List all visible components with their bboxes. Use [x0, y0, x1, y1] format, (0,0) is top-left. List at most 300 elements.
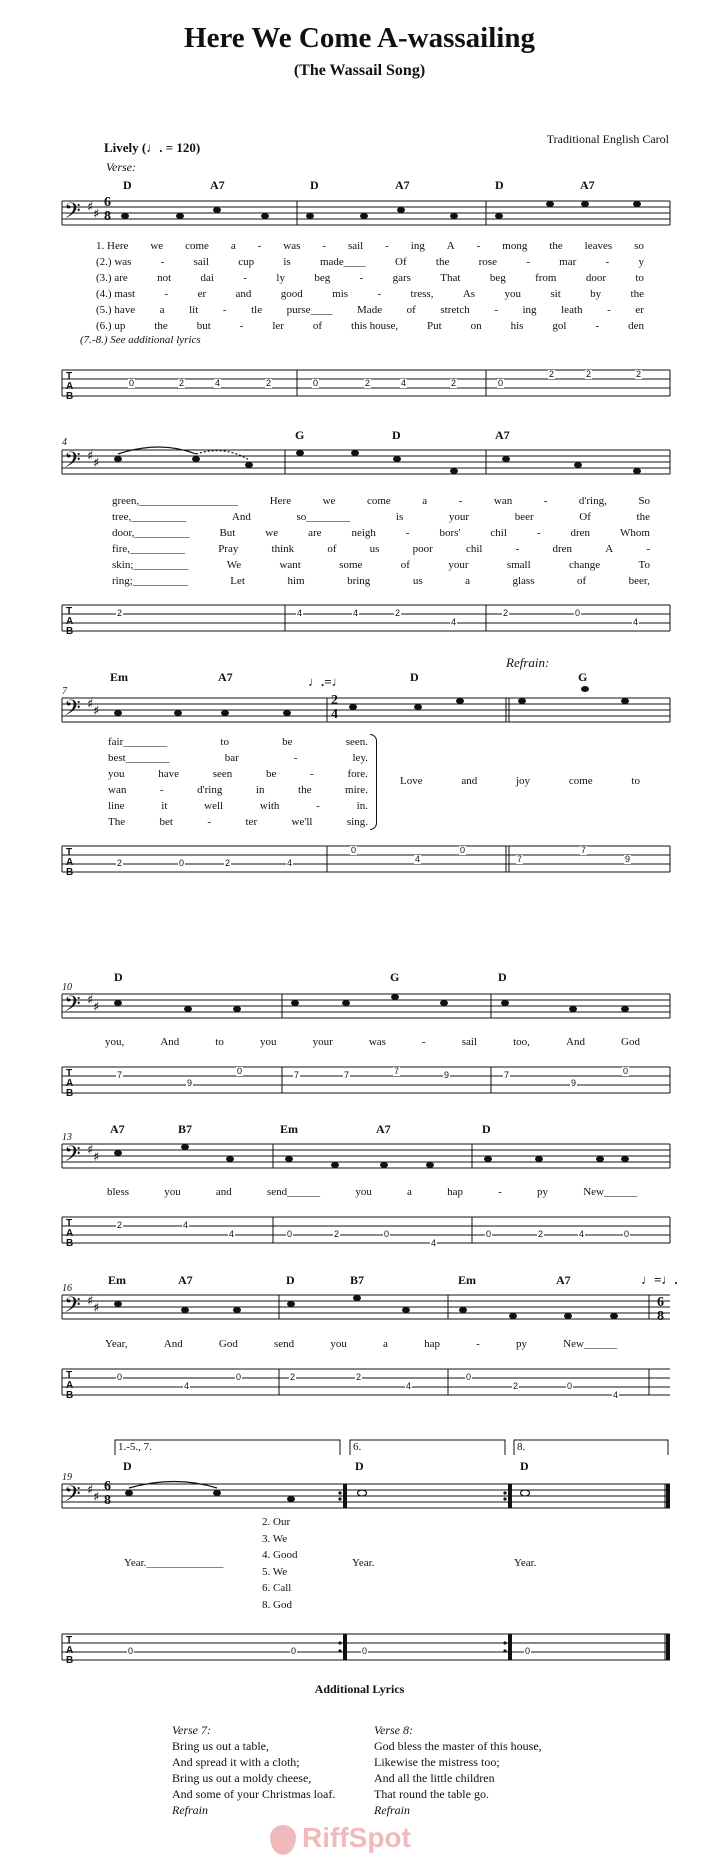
lyric-syllable: - [359, 272, 364, 284]
lyric-syllable: - [160, 256, 165, 268]
tab-fret-number: 4 [215, 377, 221, 388]
chord-symbol: G [295, 428, 305, 442]
lyric-syllable: beg [489, 272, 506, 284]
lyric-syllable: er [635, 304, 644, 316]
chord-symbol: A7 [218, 670, 233, 684]
lyric-syllable: - [316, 800, 320, 812]
svg-text:♯: ♯ [93, 704, 100, 719]
verse-7-block [172, 1722, 335, 1818]
final-lyric: Year.______________ [124, 1557, 224, 1569]
lyric-row [112, 541, 650, 557]
measure-number: 7 [62, 686, 67, 697]
tab-fret-number: 2 [365, 377, 371, 388]
composer: Traditional English Carol [546, 132, 669, 146]
lyric-syllable: bar [224, 752, 239, 764]
verse-7-label: Verse 7: [172, 1723, 211, 1737]
svg-text:♯: ♯ [93, 1000, 100, 1015]
lyric-syllable: a [465, 575, 470, 587]
tab-fret-number: 2 [636, 368, 642, 379]
pickup-lyrics [262, 1514, 297, 1613]
lyric-syllable: poor [412, 543, 433, 555]
lyric-syllable: - [605, 256, 610, 268]
lyric-syllable: come [366, 495, 391, 507]
svg-text:T: T [66, 606, 73, 617]
chord-symbol: A7 [580, 178, 595, 192]
tab-fret-number: 2 [513, 1381, 519, 1391]
lyric-syllable: of [312, 320, 323, 332]
chord-symbol: D [410, 670, 419, 684]
lyric-syllable: sail [347, 240, 364, 252]
lyric-syllable: dren [570, 527, 591, 539]
lyric-syllable: in [255, 784, 265, 796]
tab-fret-number: 2 [503, 608, 509, 618]
lyric-syllable: door,__________ [112, 527, 190, 539]
lyric-syllable: - [322, 240, 326, 252]
lyric-syllable: good [280, 288, 303, 300]
lyric-syllable: tree,__________ [112, 511, 187, 523]
lyric-syllable: not [157, 272, 172, 284]
lyric-syllable: - [458, 495, 463, 507]
tab-fret-number: 0 [287, 1229, 293, 1239]
lyric-syllable: come [568, 775, 593, 787]
system-3-lyrics [108, 734, 368, 830]
lyric-line: Bring us out a moldy cheese, [172, 1771, 312, 1785]
lyric-syllable: of [327, 543, 337, 555]
svg-text:T: T [66, 1635, 73, 1646]
lyric-syllable: hap [424, 1338, 440, 1350]
lyric-syllable: leaves [584, 240, 613, 252]
lyric-syllable: A [605, 543, 614, 555]
chord-symbol: G [390, 970, 400, 984]
lyric-syllable: - [476, 240, 481, 252]
lyric-syllable: your [448, 559, 469, 571]
lyric-syllable: with [259, 800, 280, 812]
svg-text:𝄢: 𝄢 [64, 992, 81, 1022]
chord-symbol: A7 [376, 1122, 391, 1136]
lyric-syllable: we [322, 495, 336, 507]
tab-fret-number: 0 [498, 377, 504, 388]
lyric-syllable: y [638, 256, 644, 268]
tab-fret-number: 0 [384, 1229, 390, 1239]
lyric-syllable: on [470, 320, 482, 332]
lyric-syllable: change [569, 559, 601, 571]
time-signature: 6 8 [104, 195, 111, 224]
measure-number: 4 [62, 437, 67, 448]
tempo-marking: Lively (♩. = 120) [104, 140, 201, 155]
lyric-syllable: and [215, 1186, 232, 1198]
lyric-syllable: tle [251, 304, 263, 316]
svg-text:T: T [66, 1068, 73, 1079]
lyric-syllable: - [498, 1186, 502, 1198]
lyric-syllable: skin;__________ [112, 559, 189, 571]
lyric-syllable: too, [513, 1036, 530, 1048]
measure-number: 13 [62, 1132, 72, 1143]
verse-8-block [374, 1722, 542, 1818]
tab-fret-number: 4 [451, 617, 457, 627]
lyric-syllable: dren [552, 543, 573, 555]
svg-text:B: B [66, 1238, 74, 1249]
lyric-syllable: - [293, 752, 298, 764]
lyric-syllable: The [108, 816, 126, 828]
tab-fret-number: 2 [549, 368, 555, 379]
lyric-syllable: to [215, 1036, 224, 1048]
lyric-syllable: send______ [266, 1186, 321, 1198]
lyric-syllable: think [271, 543, 295, 555]
lyric-syllable: a [230, 240, 236, 252]
lyric-syllable: beg [314, 272, 331, 284]
lyric-syllable: - [239, 320, 244, 332]
lyric-syllable: be [282, 736, 293, 748]
measure-number: 10 [62, 982, 72, 993]
lyric-syllable: to [631, 775, 640, 787]
lyric-row [108, 782, 368, 798]
lyric-syllable: mire. [345, 784, 368, 796]
tab-fret-number: 4 [184, 1381, 190, 1391]
lyric-syllable: bet [159, 816, 173, 828]
lyric-syllable: we [265, 527, 279, 539]
lyric-syllable: sail [461, 1036, 478, 1048]
lyric-syllable: send [274, 1338, 295, 1350]
chord-symbol: A7 [178, 1273, 193, 1287]
lyric-syllable: the [630, 288, 644, 300]
lyric-syllable: cup [238, 256, 255, 268]
lyric-syllable: That [440, 272, 461, 284]
measure-number: 16 [62, 1283, 72, 1294]
tab-fret-number: 0 [129, 377, 135, 388]
lyric-syllable: Of [579, 511, 591, 523]
tab-fret-number: 0 [313, 377, 319, 388]
lyric-row [108, 814, 368, 830]
lyric-syllable: gars [392, 272, 411, 284]
lyric-syllable: - [222, 304, 227, 316]
lyric-syllable: d'ring [197, 784, 223, 796]
lyric-syllable: And [231, 511, 251, 523]
lyric-syllable: beer, [628, 575, 650, 587]
lyric-syllable: a [159, 304, 165, 316]
svg-text:B: B [66, 1088, 74, 1099]
refrain-ref: Refrain [172, 1803, 208, 1817]
lyric-syllable: your [312, 1036, 333, 1048]
svg-text:𝄢: 𝄢 [64, 199, 81, 229]
final-lyric: Year. [514, 1557, 537, 1569]
system-5-lyrics [107, 1186, 637, 1198]
lyric-syllable: your [448, 511, 470, 523]
tab-fret-number: 0 [525, 1646, 531, 1656]
chord-symbol: B7 [178, 1122, 193, 1136]
lyric-syllable: A [446, 240, 455, 252]
lyric-syllable: (4.) mast [96, 288, 136, 300]
ending-1: 1.-5., 7. [118, 1441, 152, 1453]
lyric-syllable: leath [561, 304, 583, 316]
tab-fret-number: 7 [117, 1070, 123, 1080]
system-2-lyrics [112, 493, 650, 589]
ending-2: 6. [353, 1441, 362, 1453]
lyric-syllable: Whom [619, 527, 650, 539]
svg-text:T: T [66, 847, 73, 858]
lyric-syllable: - [494, 304, 498, 316]
lyric-row [96, 238, 644, 254]
lyric-syllable: of [576, 575, 587, 587]
refrain-ref: Refrain [374, 1803, 410, 1817]
tab-fret-number: 4 [401, 377, 407, 388]
lyric-syllable: Made [357, 304, 383, 316]
tab-fret-number: 2 [586, 368, 592, 379]
lyric-row [108, 766, 368, 782]
lyric-syllable: - [164, 288, 169, 300]
lyric-syllable: we [150, 240, 164, 252]
lyric-syllable: sail [193, 256, 209, 268]
chord-symbol: A7 [495, 428, 510, 442]
svg-text:B: B [66, 391, 74, 402]
lyric-syllable: - [595, 320, 600, 332]
system-1-lyrics [96, 238, 644, 334]
lyric-syllable: - [243, 272, 248, 284]
lyric-syllable: - [310, 768, 314, 780]
lyric-syllable: stretch [440, 304, 470, 316]
lyric-syllable: - [159, 784, 164, 796]
chord-symbol: D [355, 1459, 364, 1473]
lyric-syllable: this house, [351, 320, 399, 332]
lyric-row [112, 525, 650, 541]
lyric-syllable: of [400, 559, 410, 571]
lyric-syllable: fair________ [108, 736, 168, 748]
lyric-row [112, 557, 650, 573]
lyric-syllable: mong [502, 240, 528, 252]
lyric-syllable: er [197, 288, 207, 300]
lyric-row [112, 509, 650, 525]
lyric-row [96, 318, 644, 334]
pickup-lyric: 8. God [262, 1598, 292, 1611]
chord-symbol: A7 [395, 178, 410, 192]
refrain-label: Refrain: [506, 655, 550, 670]
lyric-syllable: New______ [583, 1186, 637, 1198]
lyric-syllable: - [646, 543, 650, 555]
tab-fret-number: 4 [406, 1381, 412, 1391]
tab-fret-number: 2 [356, 1372, 362, 1382]
lyric-syllable: d'ring, [578, 495, 607, 507]
lyric-syllable: Here [269, 495, 292, 507]
tab-fret-number: 2 [117, 858, 123, 868]
lyric-syllable: green,__________________ [112, 495, 239, 507]
lyric-syllable: Pray [218, 543, 239, 555]
chord-symbol: D [520, 1459, 529, 1473]
tab-fret-number: 7 [581, 844, 587, 855]
lyric-syllable: neigh [351, 527, 376, 539]
tab-fret-number: 4 [229, 1229, 235, 1239]
tab-fret-number: 0 [466, 1372, 472, 1382]
tab-fret-number: 9 [187, 1078, 193, 1089]
tab-fret-number: 2 [334, 1229, 340, 1239]
tab-fret-number: 9 [444, 1070, 450, 1080]
lyric-syllable: of [406, 304, 416, 316]
lyric-syllable: Year, [105, 1338, 128, 1350]
lyric-syllable: you [330, 1338, 347, 1350]
lyric-syllable: bors' [439, 527, 461, 539]
lyric-syllable: and [461, 775, 478, 787]
tab-fret-number: 2 [117, 608, 123, 618]
chord-symbol: D [114, 970, 123, 984]
lyric-syllable: And [160, 1036, 180, 1048]
svg-text:♯: ♯ [93, 207, 100, 222]
lyric-syllable: Love [400, 775, 423, 787]
lyric-row [96, 270, 644, 286]
lyric-syllable: it [161, 800, 168, 812]
lyric-syllable: you [164, 1186, 181, 1198]
lyric-syllable: us [412, 575, 423, 587]
svg-text:♯: ♯ [87, 449, 94, 464]
tab-fret-number: 0 [362, 1646, 368, 1656]
lyric-syllable: sing. [346, 816, 368, 828]
lyric-syllable: fire,__________ [112, 543, 186, 555]
see-additional-lyrics-note: (7.-8.) See additional lyrics [80, 334, 201, 346]
lyric-syllable: ley. [352, 752, 368, 764]
lyric-syllable: - [405, 527, 410, 539]
tab-fret-number: 0 [624, 1229, 630, 1239]
chord-symbol: D [495, 178, 504, 192]
lyric-syllable: hap [447, 1186, 463, 1198]
svg-text:T: T [66, 1370, 73, 1381]
lyric-line: And all the little children [374, 1771, 495, 1785]
lyric-syllable: We [226, 559, 242, 571]
lyric-syllable: small [506, 559, 531, 571]
tab-fret-number: 0 [567, 1381, 573, 1391]
time-signature: 2 4 [331, 693, 338, 722]
tab-fret-number: 0 [291, 1646, 297, 1656]
lyric-syllable: chil [490, 527, 507, 539]
lyric-syllable: a [407, 1186, 412, 1198]
verse-brace [370, 734, 377, 830]
tab-fret-number: 0 [128, 1646, 134, 1656]
tab-fret-number: 2 [395, 608, 401, 618]
lyric-syllable: 1. Here [96, 240, 129, 252]
lyric-syllable: Of [395, 256, 407, 268]
svg-text:B: B [66, 867, 74, 878]
svg-text:𝄢: 𝄢 [64, 448, 81, 478]
lyric-syllable: New______ [563, 1338, 617, 1350]
lyric-syllable: the [298, 784, 312, 796]
tab-fret-number: 4 [579, 1229, 585, 1239]
svg-text:♯: ♯ [93, 1150, 100, 1165]
svg-text:♯: ♯ [93, 1490, 100, 1505]
final-lyric: Year. [352, 1557, 375, 1569]
chord-symbol: D [123, 1459, 132, 1473]
lyric-syllable: us [369, 543, 380, 555]
chord-symbol: A7 [556, 1273, 571, 1287]
lyric-syllable: from [535, 272, 557, 284]
tab-fret-number: 0 [117, 1372, 123, 1382]
lyric-syllable: Put [427, 320, 442, 332]
lyric-syllable: was [368, 1036, 386, 1048]
lyric-syllable: rose [478, 256, 497, 268]
lyric-syllable: sit [550, 288, 561, 300]
time-signature: 6 8 [657, 1295, 664, 1324]
verse-label: Verse: [106, 160, 136, 174]
lyric-syllable: well [204, 800, 224, 812]
lyric-syllable: purse____ [286, 304, 333, 316]
tab-fret-number: 0 [236, 1372, 242, 1382]
lyric-syllable: py [516, 1338, 527, 1350]
lyric-syllable: a [383, 1338, 388, 1350]
lyric-syllable: so________ [296, 511, 351, 523]
svg-text:♯: ♯ [87, 697, 94, 712]
lyric-syllable: tress, [410, 288, 434, 300]
lyric-syllable: And [163, 1338, 183, 1350]
lyric-syllable: beer [514, 511, 534, 523]
svg-text:B: B [66, 626, 74, 637]
ending-3: 8. [517, 1441, 526, 1453]
lyric-syllable: God [218, 1338, 238, 1350]
tab-fret-number: 0 [237, 1065, 243, 1076]
riffspot-logo: RiffSpot [270, 1822, 411, 1855]
svg-text:A: A [66, 1078, 74, 1089]
svg-text:♯: ♯ [87, 1294, 94, 1309]
lyric-syllable: the [154, 320, 168, 332]
lyric-syllable: ter [245, 816, 258, 828]
tab-fret-number: 7 [394, 1065, 400, 1076]
chord-symbol: D [482, 1122, 491, 1136]
lyric-syllable: - [476, 1338, 480, 1350]
chord-symbol: Em [458, 1273, 476, 1287]
lyric-syllable: is [283, 256, 291, 268]
song-title: Here We Come A-wassailing [184, 22, 535, 54]
pickup-lyric: 5. We [262, 1565, 288, 1578]
lyric-syllable: joy [516, 775, 531, 787]
lyric-syllable: to [635, 272, 644, 284]
tab-fret-number: 4 [431, 1238, 437, 1248]
pickup-lyric: 4. Good [262, 1549, 298, 1561]
lyric-syllable: seen [212, 768, 233, 780]
svg-text:B: B [66, 1655, 74, 1666]
lyric-syllable: dai [200, 272, 214, 284]
lyric-row [108, 734, 368, 750]
tab-fret-number: 2 [225, 858, 231, 868]
lyric-syllable: bless [107, 1186, 129, 1198]
tab-fret-number: 7 [504, 1070, 510, 1080]
lyric-syllable: by [590, 288, 602, 300]
lyric-syllable: wan [108, 784, 127, 796]
chord-symbol: Em [280, 1122, 298, 1136]
tab-fret-number: 0 [351, 844, 357, 855]
tab-fret-number: 2 [179, 377, 185, 388]
lyric-syllable: ly [276, 272, 285, 284]
lyric-syllable: want [279, 559, 301, 571]
tab-fret-number: 4 [415, 853, 421, 864]
lyric-row [96, 302, 644, 318]
tab-fret-number: 0 [179, 858, 185, 868]
lyric-syllable: And [566, 1036, 585, 1048]
lyric-syllable: - [377, 288, 382, 300]
lyric-syllable: be [265, 768, 277, 780]
svg-text:♯: ♯ [87, 993, 94, 1008]
tab-fret-number: 9 [571, 1078, 577, 1089]
pickup-lyric: 6. Call [262, 1582, 292, 1594]
additional-lyrics-heading: Additional Lyrics [314, 1682, 405, 1696]
tab-fret-number: 7 [517, 853, 523, 864]
metric-modulation: ♩.=♩ [308, 674, 345, 689]
tab-fret-number: 7 [294, 1070, 300, 1080]
svg-text:A: A [66, 616, 74, 627]
lyric-syllable: you [355, 1186, 372, 1198]
chord-symbol: D [392, 428, 401, 442]
lyric-syllable: ring;__________ [112, 575, 188, 587]
tab-fret-number: 2 [451, 377, 457, 388]
tab-fret-number: 9 [625, 853, 631, 864]
lyric-syllable: (2.) was [96, 256, 132, 268]
lyric-syllable: him [287, 575, 305, 587]
lyric-row [112, 573, 650, 589]
lyric-syllable: - [526, 256, 530, 268]
lyric-syllable: But [219, 527, 236, 539]
